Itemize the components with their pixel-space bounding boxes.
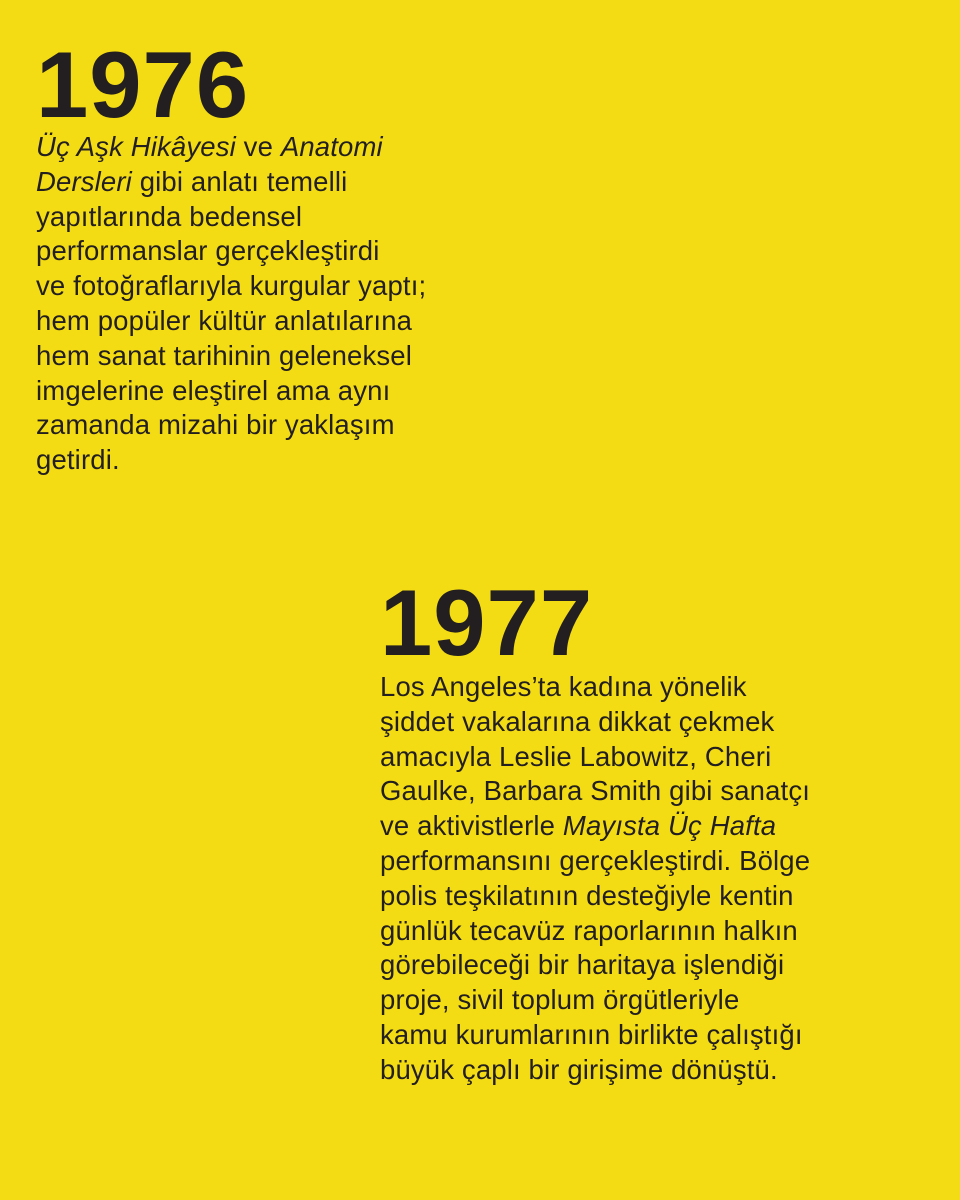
text-run: büyük çaplı bir girişime dönüştü. xyxy=(380,1053,778,1085)
italic-title: Dersleri xyxy=(36,165,132,197)
entry-description xyxy=(380,670,940,1088)
text-line xyxy=(380,740,940,775)
text-run: Gaulke, Barbara Smith gibi sanatçı xyxy=(380,775,811,807)
text-line xyxy=(36,200,556,235)
text-run: getirdi. xyxy=(36,444,120,476)
text-run: ve xyxy=(235,131,281,162)
text-line xyxy=(380,705,940,740)
text-run: Los Angeles’ta kadına yönelik xyxy=(380,671,747,702)
text-run: kamu kurumlarının birlikte çalıştığı xyxy=(380,1018,803,1050)
text-run: performansını gerçekleştirdi. Bölge xyxy=(380,844,811,876)
text-line xyxy=(36,339,556,374)
text-run: gibi anlatı temelli xyxy=(131,165,348,197)
text-line xyxy=(380,774,940,809)
text-run: ve fotoğraflarıyla kurgular yaptı; xyxy=(36,270,427,302)
text-line xyxy=(380,809,940,844)
text-line xyxy=(380,844,940,879)
text-line xyxy=(36,234,556,269)
text-line xyxy=(36,165,556,200)
entry-description xyxy=(36,130,556,478)
text-run: günlük tecavüz raporlarının halkın xyxy=(380,914,798,946)
text-run: zamanda mizahi bir yaklaşım xyxy=(36,409,395,441)
timeline-entry-1977 xyxy=(380,570,940,1088)
text-line xyxy=(380,948,940,983)
text-run: şiddet vakalarına dikkat çekmek xyxy=(380,705,775,737)
italic-title: Mayısta Üç Hafta xyxy=(562,810,777,842)
text-line xyxy=(380,879,940,914)
text-line xyxy=(36,443,556,478)
text-run: imgelerine eleştirel ama aynı xyxy=(36,374,391,406)
year-heading: 1977 xyxy=(380,570,594,675)
timeline-entry-1976 xyxy=(36,32,556,478)
text-line xyxy=(36,269,556,304)
text-run: polis teşkilatının desteğiyle kentin xyxy=(380,879,794,911)
italic-title: Üç Aşk Hikâyesi xyxy=(36,131,236,162)
text-run: performanslar gerçekleştirdi xyxy=(36,235,380,267)
year-heading: 1976 xyxy=(36,32,250,137)
text-run: proje, sivil toplum örgütleriyle xyxy=(380,984,740,1016)
text-line xyxy=(36,408,556,443)
text-run: ve aktivistlerle xyxy=(380,810,563,842)
text-line xyxy=(36,130,556,165)
text-line xyxy=(380,670,940,705)
italic-title: Anatomi xyxy=(280,131,383,162)
text-run: amacıyla Leslie Labowitz, Cheri xyxy=(380,740,772,772)
text-line xyxy=(380,1053,940,1088)
text-run: hem sanat tarihinin geleneksel xyxy=(36,339,412,371)
text-line xyxy=(380,1018,940,1053)
text-line xyxy=(36,374,556,409)
text-run: hem popüler kültür anlatılarına xyxy=(36,304,413,336)
text-line xyxy=(36,304,556,339)
text-run: yapıtlarında bedensel xyxy=(36,200,303,232)
text-run: görebileceği bir haritaya işlendiği xyxy=(380,949,785,981)
text-line xyxy=(380,914,940,949)
text-line xyxy=(380,983,940,1018)
